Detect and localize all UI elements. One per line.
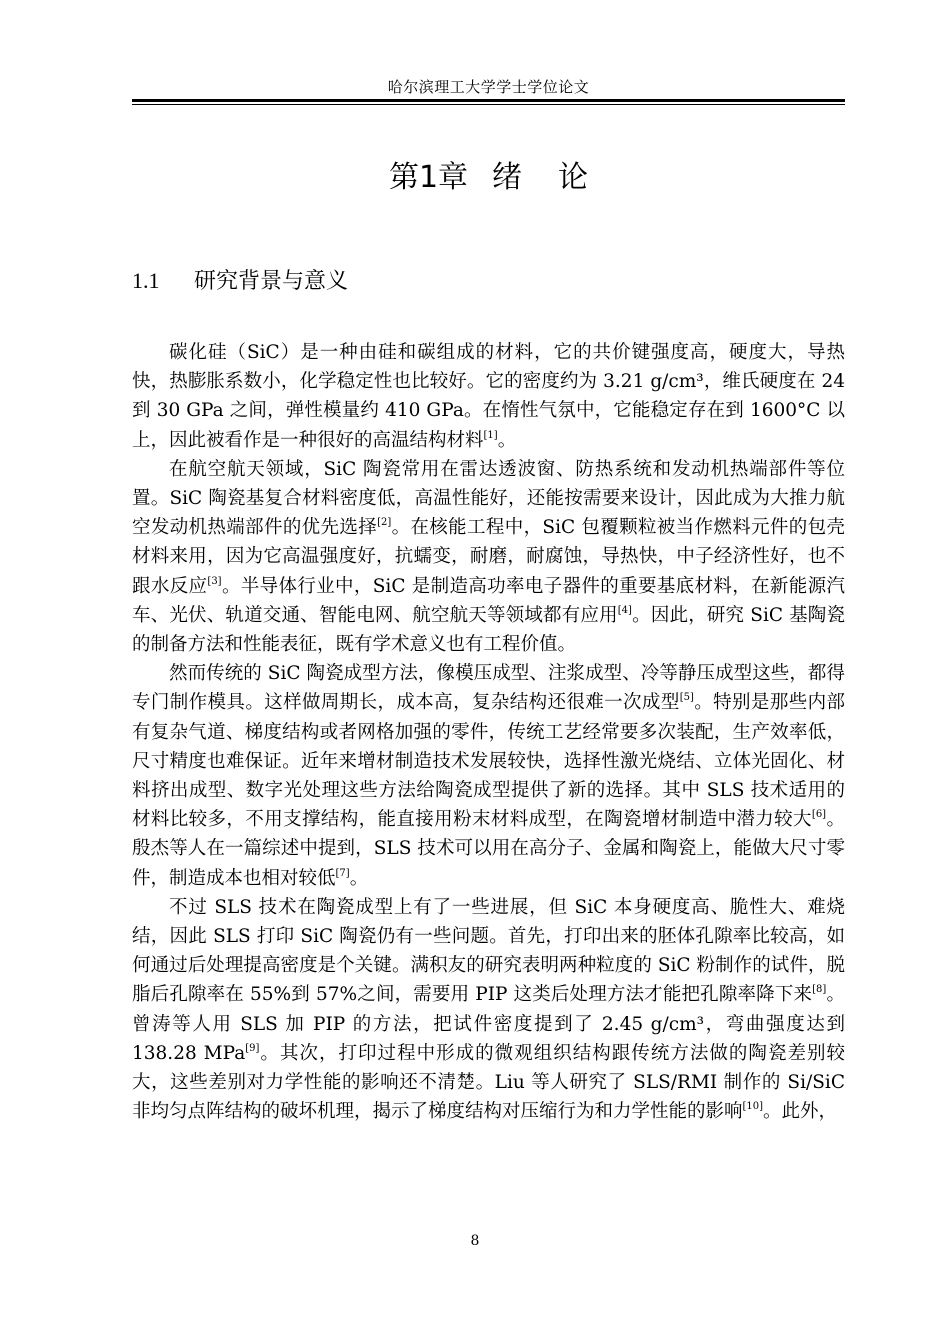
chapter-title-part2: 论 bbox=[558, 160, 589, 195]
paragraph-text: 。其次，打印过程中形成的微观组织结构跟传统方法做的陶瓷差别较大，这些差别对力学性能的影响还不清楚。Liu 等人研究了 SLS/RMI 制作的 Si/SiC 非均匀点阵结构的破坏机理，揭示了梯度结构对压缩行为和力学性能的影响 bbox=[132, 1042, 845, 1123]
paragraph-text: 。此外， bbox=[763, 1101, 838, 1123]
citation-ref: [10] bbox=[742, 1101, 764, 1113]
chapter-title-part1: 绪 bbox=[492, 160, 523, 195]
paragraph-text: 。在核能工程中，SiC 包覆颗粒被当作燃料元件的包壳材料来用，因为它高温强度好，抗蠕变，耐磨，耐腐蚀，导热快，中子经济性好，也不跟水反应 bbox=[132, 517, 845, 597]
paragraph-text: 。 bbox=[349, 867, 369, 889]
body-text bbox=[132, 338, 845, 1126]
page-number: 8 bbox=[470, 1233, 480, 1249]
paragraph-text: 不过 SLS 技术在陶瓷成型上有了一些进展，但 SiC 本身硬度高、脆性大、难烧结，因此 SLS 打印 SiC 陶瓷仍有一些问题。首先，打印出来的胚体孔隙率比较高，如何通过后处理提高密度是个关键。满积友的研究表明两种粒度的 SiC 粉制作的试件，脱脂后孔隙率在 55%到 57%之间，需要用 PIP 这类后处理方法才能把孔隙率降下来 bbox=[132, 896, 845, 1006]
citation-ref: [7] bbox=[335, 867, 350, 879]
citation-ref: [1] bbox=[483, 429, 498, 441]
paragraph-2 bbox=[132, 455, 845, 659]
section-number: 1.1 bbox=[132, 268, 160, 293]
paragraph-text: 然而传统的 SiC 陶瓷成型方法，像模压成型、注浆成型、冷等静压成型这些，都得专门制作模具。这样做周期长，成本高，复杂结构还很难一次成型 bbox=[132, 663, 845, 714]
chapter-number: 第1章 bbox=[388, 160, 469, 195]
paragraph-text: 。因此，研究 SiC 基陶瓷的制备方法和性能表征，既有学术意义也有工程价值。 bbox=[132, 604, 845, 656]
paragraph-3 bbox=[132, 659, 845, 893]
paragraph-text: 。 bbox=[497, 429, 517, 451]
citation-ref: [2] bbox=[377, 517, 392, 529]
paragraph-text: 碳化硅（SiC）是一种由硅和碳组成的材料，它的共价键强度高，硬度大，导热快，热膨胀系数小，化学稳定性也比较好。它的密度约为 3.21 g/cm³，维氏硬度在 24 到 30 GPa 之间，弹性模量约 410 GPa。在惰性气氛中，它能稳定存在到 1600°C 以上，因此被看作是一种很好的高温结构材料 bbox=[132, 342, 845, 451]
citation-ref: [6] bbox=[811, 809, 827, 821]
paragraph-text: 。半导体行业中，SiC 是制造高功率电子器件的重要基底材料，在新能源汽车、光伏、轨道交通、智能电网、航空航天等领域都有应用 bbox=[132, 575, 845, 626]
chapter-title bbox=[132, 152, 845, 196]
running-header: 哈尔滨理工大学学士学位论文 bbox=[387, 78, 590, 96]
section-heading bbox=[132, 264, 348, 295]
citation-ref: [4] bbox=[617, 604, 632, 616]
header-rule-thick bbox=[132, 99, 845, 102]
section-title: 研究背景与意义 bbox=[194, 269, 349, 294]
paragraph-1 bbox=[132, 338, 845, 455]
paragraph-text: 。特别是那些内部有复杂气道、梯度结构或者网格加强的零件，传统工艺经常要多次装配，生产效率低，尺寸精度也难保证。近年来增材制造技术发展较快，选择性激光烧结、立体光固化、材料挤出成型、数字光处理这些方法给陶瓷成型提供了新的选择。其中 SLS 技术适用的材料比较多，不用支撑结构，能直接用粉末材料成型，在陶瓷增材制造中潜力较大 bbox=[132, 692, 845, 831]
header-rule-thin bbox=[132, 104, 845, 105]
citation-ref: [9] bbox=[245, 1042, 260, 1054]
citation-ref: [5] bbox=[679, 692, 694, 704]
paragraph-text: 。殷杰等人在一篇综述中提到，SLS 技术可以用在高分子、金属和陶瓷上，能做大尺寸零件，制造成本也相对较低 bbox=[132, 809, 845, 889]
paragraph-text: 。曾涛等人用 SLS 加 PIP 的方法，把试件密度提到了 2.45 g/cm³，弯曲强度达到 138.28 MPa bbox=[132, 984, 845, 1064]
citation-ref: [8] bbox=[812, 984, 827, 996]
paragraph-4 bbox=[132, 893, 845, 1127]
citation-ref: [3] bbox=[207, 575, 222, 587]
paragraph-text: 在航空航天领域，SiC 陶瓷常用在雷达透波窗、防热系统和发动机热端部件等位置。SiC 陶瓷基复合材料密度低，高温性能好，还能按需要来设计，因此成为大推力航空发动机热端部件的优先选择 bbox=[132, 458, 845, 539]
